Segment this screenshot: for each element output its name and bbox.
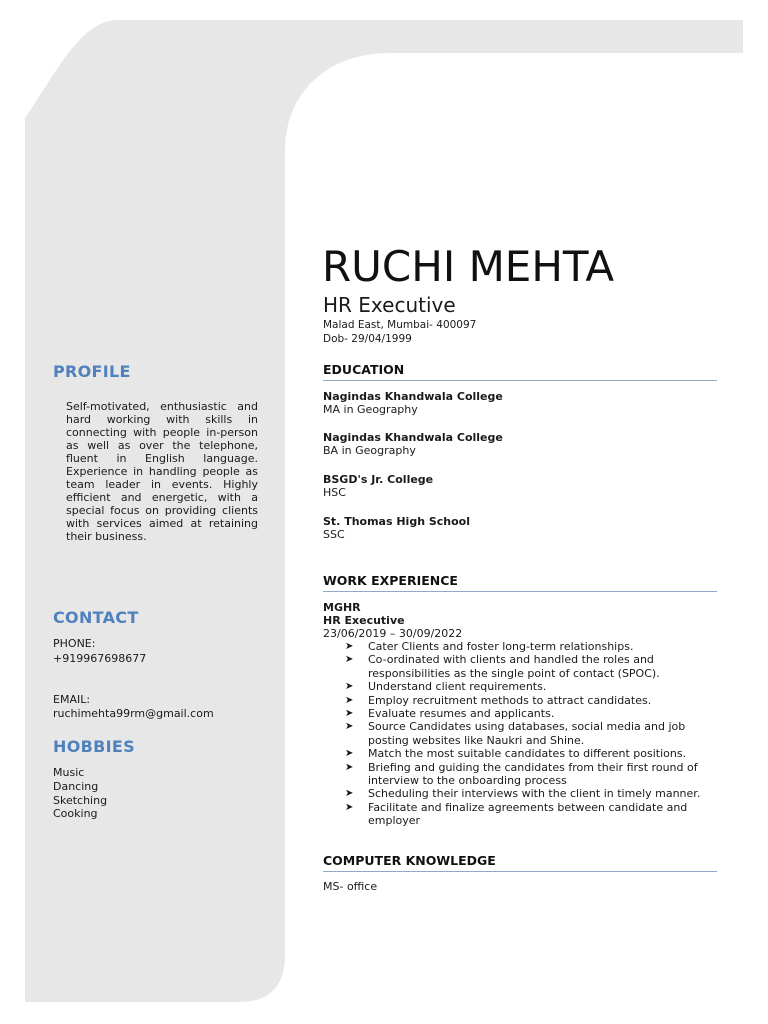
computer-heading: COMPUTER KNOWLEDGE (323, 853, 717, 872)
phone-label: PHONE: (53, 637, 96, 650)
hobby-item: Cooking (53, 807, 98, 820)
candidate-name: RUCHI MEHTA (322, 242, 615, 291)
degree: HSC (323, 486, 346, 499)
degree: MA in Geography (323, 403, 418, 416)
degree: BA in Geography (323, 444, 416, 457)
list-item: ➤ Understand client requirements. (345, 680, 547, 694)
date-of-birth: Dob- 29/04/1999 (323, 333, 412, 345)
company-name: MGHR (323, 601, 361, 614)
list-item: ➤ Briefing and guiding the candidates from their first round of interview to the onboarding process (345, 760, 698, 788)
work-heading: WORK EXPERIENCE (323, 573, 717, 592)
duties-list (323, 640, 717, 828)
list-item: ➤ Scheduling their interviews with the client in timely manner. (345, 787, 701, 801)
school-name: Nagindas Khandwala College (323, 390, 503, 403)
job-title: HR Executive (323, 293, 456, 317)
contact-heading: CONTACT (53, 608, 139, 627)
list-item: ➤ Facilitate and finalize agreements between candidate and employer (345, 800, 688, 828)
email-label: EMAIL: (53, 693, 91, 706)
list-item: ➤ Source Candidates using databases, social media and job posting websites like Naukri and Shine. (345, 720, 686, 747)
role-title: HR Executive (323, 614, 405, 627)
school-name: Nagindas Khandwala College (323, 431, 503, 444)
list-item: ➤ Match the most suitable candidates to different positions. (345, 747, 687, 761)
list-item: ➤ Co-ordinated with clients and handled the roles and responsibilities as the single point of contact (SPOC). (345, 653, 660, 680)
arrow-bullet-icon: ➤ (345, 721, 354, 733)
address: Malad East, Mumbai- 400097 (323, 319, 477, 331)
arrow-bullet-icon: ➤ (345, 694, 354, 706)
arrow-bullet-icon: ➤ (345, 761, 354, 773)
arrow-bullet-icon: ➤ (345, 801, 354, 813)
education-entry (323, 515, 717, 541)
arrow-bullet-icon: ➤ (345, 788, 354, 800)
profile-text: Self-motivated, enthusiastic and hard working with skills in connecting with people in-person as well as over the telephone, fluent in English language. Experience in handling people as team leader in events. Highly efficient and energetic, with a special focus on providing clients with services aimed at retaining their business. (66, 400, 258, 543)
school-name: BSGD's Jr. College (323, 473, 434, 486)
arrow-bullet-icon: ➤ (345, 708, 354, 720)
education-entry (323, 390, 717, 416)
hobby-item: Sketching (53, 794, 108, 807)
education-heading: EDUCATION (323, 362, 717, 381)
hobby-item: Music (53, 766, 85, 779)
computer-skill: MS- office (323, 880, 378, 893)
phone-number[interactable]: +919967698677 (53, 652, 147, 665)
degree: SSC (323, 528, 345, 541)
education-entry (323, 431, 717, 457)
employment-dates: 23/06/2019 – 30/09/2022 (323, 627, 463, 640)
education-entry (323, 473, 717, 499)
arrow-bullet-icon: ➤ (345, 681, 354, 693)
work-entry (323, 601, 717, 828)
hobbies-heading: HOBBIES (53, 737, 135, 756)
profile-heading: PROFILE (53, 362, 131, 381)
arrow-bullet-icon: ➤ (345, 748, 354, 760)
arrow-bullet-icon: ➤ (345, 641, 354, 652)
list-item: ➤ Evaluate resumes and applicants. (345, 707, 555, 721)
arrow-bullet-icon: ➤ (345, 654, 354, 666)
list-item: ➤ Cater Clients and foster long-term relationships. (345, 640, 634, 653)
list-item: ➤ Employ recruitment methods to attract candidates. (345, 693, 652, 707)
school-name: St. Thomas High School (323, 515, 471, 528)
hobby-item: Dancing (53, 780, 99, 793)
email-address[interactable]: ruchimehta99rm@gmail.com (53, 707, 214, 720)
